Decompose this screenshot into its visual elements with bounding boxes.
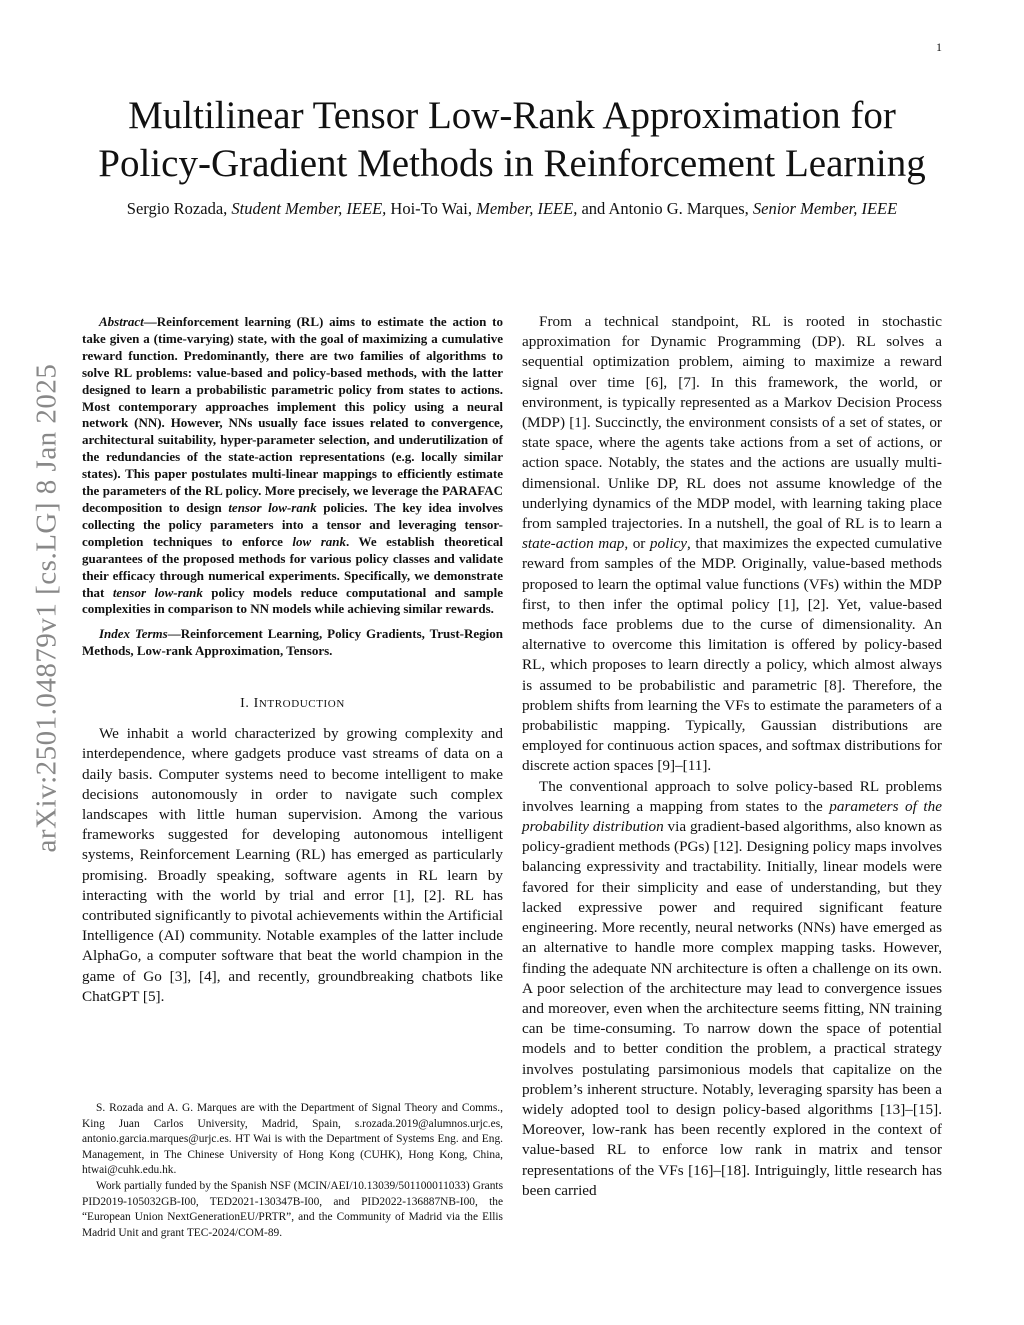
abstract-label: Abstract <box>99 314 144 329</box>
abstract-text-2: policies. The key idea involves collecting the policy parameters into a tensor and leveraging tensor-completion techniques to enforce <box>82 499 503 549</box>
arxiv-identifier-stamp[interactable]: arXiv:2501.04879v1 [cs.LG] 8 Jan 2025 <box>30 363 63 853</box>
author-1-name: Sergio Rozada, <box>126 199 232 218</box>
right-column <box>522 312 942 1201</box>
intro-paragraph-2 <box>522 312 942 777</box>
index-terms-label: Index Terms <box>99 626 168 642</box>
section-heading-introduction <box>82 696 503 712</box>
intro-paragraph-1: We inhabit a world characterized by growing complexity and interdependence, where gadgets produce vast streams of data on a daily basis. Computer systems need to become intelligent to make decisions autonomously in order to navigate such complex landscapes with little human supervision. Among the various frameworks suggested for developing autonomous intelligent systems, Reinforcement Learning (RL) has emerged as particularly promising. Broadly speaking, software agents in RL learn by interacting with the world by trial and error [1], [2]. RL has contributed significantly to pivotal achievements within the Artificial Intelligence (AI) community. Notable examples of the latter include AlphaGo, a computer software that beat the world champion in the game of Go [3], [4], and recently, groundbreaking chatbots like ChatGPT [5]. <box>82 725 503 1005</box>
author-2-role: Member, IEEE, <box>476 199 578 218</box>
section-numeral: I. <box>240 696 254 712</box>
index-terms-text: —Reinforcement Learning, Policy Gradients, Trust-Region Methods, Low-rank Approximation, Tensors. <box>82 626 503 659</box>
para3-emphasis-1: parameters of the probability distribution <box>522 797 942 836</box>
title-line-1: Multilinear Tensor Low-Rank Approximation for <box>128 94 896 137</box>
author-list <box>110 198 914 220</box>
para2-text-b: , or <box>624 535 650 553</box>
author-3-role: Senior Member, IEEE <box>752 199 898 218</box>
paper-title <box>70 92 954 188</box>
section-initial: I <box>253 696 259 712</box>
index-terms <box>82 626 503 660</box>
left-column <box>82 314 503 1007</box>
abstract-emphasis-3: tensor low-rank <box>112 584 203 600</box>
para3-text-b: via gradient-based algorithms, also known as policy-gradient methods (PGs) [12]. Designing policy maps involves balancing expressivity and tractability. Initially, linear models were favored for their simplicity and ease of understanding, but they lacked expressive power and required significant feature engineering. More recently, neural networks (NNs) have emerged as an alternative to handle more complex mapping tasks. However, finding the adequate NN architecture is often a challenge on its own. A poor selection of the architecture may lead to convergence issues and moreover, even when the architecture seems fitting, NN training can be time-consuming. To narrow down the space of potential models and to better condition the problem, a practical strategy involves postulating parsimonious models that capitalize on the problem’s inherent structure. Notably, leveraging sparsity has been a widely adopted tool to design policy-based algorithms [13]–[15]. Moreover, low-rank has been recently explored in the context of value-based RL to enforce low rank in matrix and tensor representations of the VFs [16]–[18]. Intriguingly, little research has been carried <box>522 818 942 1199</box>
abstract-emphasis-2: low rank <box>292 533 347 549</box>
section-title-rest: NTRODUCTION <box>258 698 345 711</box>
abstract-text-4: policy models reduce computational and sample complexities in comparison to NN models while achieving similar rewards. <box>82 584 503 617</box>
footnote <box>82 1101 503 1241</box>
para3-text-a: The conventional approach to solve policy-based RL problems involves learning a mapping from states to the <box>522 777 942 815</box>
footnote-funding: Work partially funded by the Spanish NSF (MCIN/AEI/10.13039/501100011033) Grants PID2019-105032GB-I00, TED2021-130347B-I00, and PID2022-136887NB-I00, the “European Union NextGenerationEU/PRTR”, and the Community of Madrid via the Ellis Madrid Unit and grant TEC-2024/COM-89. <box>82 1179 503 1239</box>
abstract-emphasis-1: tensor low-rank <box>228 499 317 515</box>
author-1-role: Student Member, IEEE, <box>231 199 387 218</box>
abstract-text-1: —Reinforcement learning (RL) aims to estimate the action to take given a (time-varying) state, with the goal of maximizing a cumulative reward function. Predominantly, there are two families of algorithms to solve RL problems: value-based and policy-based methods, with the latter designed to learn a probabilistic parametric policy from states to actions. Most contemporary approaches implement this policy using a neural network (NN). However, NNs usually face issues related to convergence, architectural suitability, hyper-parameter selection, and underutilization of the redundancies of the state-action representations (e.g. locally similar states). This paper postulates multi-linear mappings to efficiently estimate the parameters of the RL policy. More precisely, we leverage the PARAFAC decomposition to design <box>82 314 503 515</box>
author-2-name: Hoi-To Wai, <box>386 199 477 218</box>
para2-emphasis-1: state-action map <box>522 535 625 553</box>
intro-paragraph-3 <box>522 777 942 1201</box>
abstract-text-3: . We establish theoretical guarantees of the proposed methods for various policy classes and validate their efficacy through numerical experiments. Specifically, we demonstrate that <box>82 533 503 600</box>
para2-text-c: , that maximizes the expected cumulative reward from samples of the MDP. Originally, value-based methods proposed to learn the optimal value functions (VFs) within the MDP first, to then infer the optimal policy [1], [2]. Yet, value-based methods face problems due to the curse of dimensionality. An alternative to overcome this limitation is offered by policy-based RL, which proposes to learn directly a policy, which almost always is assumed to be probabilistic and parametric [8]. Therefore, the problem shifts from learning the VFs to estimate the parameters of a probabilistic mapping. Typically, Gaussian distributions are employed for continuous action spaces, and softmax distributions for discrete action spaces [9]–[11]. <box>522 535 943 775</box>
author-3-name: and Antonio G. Marques, <box>577 199 753 218</box>
para2-emphasis-2: policy <box>649 535 688 553</box>
page-number: 1 <box>936 40 942 54</box>
abstract <box>82 314 503 618</box>
para2-text-a: From a technical standpoint, RL is rooted in stochastic approximation for Dynamic Programming (DP). RL solves a sequential optimization problem, aiming to maximize a reward signal over time [6], [7]. In this framework, the world, or environment, is typically represented as a Markov Decision Process (MDP) [1]. Succinctly, the environment consists of a set of states, or state space, where the agents take actions from a set of actions, or action space. Notably, the states and the actions are usually multi-dimensional. Unlike DP, RL does not assume knowledge of the underlying dynamics of the MDP model, with learning taking place from sampled trajectories. In a nutshell, the goal of RL is to learn a <box>522 313 942 533</box>
footnote-affiliations: S. Rozada and A. G. Marques are with the Department of Signal Theory and Comms., King Juan Carlos University, Madrid, Spain, s.rozada.2019@alumnos.urjc.es, antonio.garcia.marques@urjc.es. HT Wai is with the Department of Systems Eng. and Eng. Management, in The Chinese University of Hong Kong (CUHK), Hong Kong, China, htwai@cuhk.edu.hk. <box>82 1102 503 1177</box>
title-line-2: Policy-Gradient Methods in Reinforcement Learning <box>98 142 926 185</box>
